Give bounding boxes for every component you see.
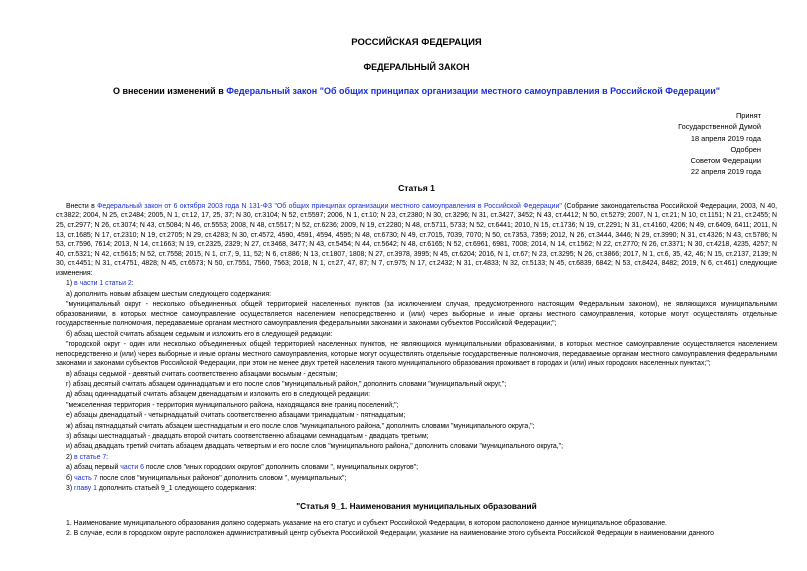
- item-1d: д) абзац одиннадцатый считать абзацем двенадцатым и изложить его в следующей редакции:: [66, 391, 370, 399]
- adoption-line-2: Государственной Думой: [678, 122, 761, 132]
- intro-post: (Собрание законодательства Российской Федерации, 2003, N 40, ст.3822; 2004, N 25, ст.2484; 2005, N 1, ст.12, 17, 25, 37; N 30, ст.3104; N 52, ст.5597; 2006, N 1, ст.10; N 23, ст.2380; N 30, ст.3296; N 31, ст.3427, 3452; N 43, ст.4412; N 50, ст.5279; 2007, N 1, ст.21; N 10, ст.1151; N 21, ст.2455; N 25, ст.2977; N 26, ст.3074; N 43, ст.5084; N 46, ст.5553; 2008, N 48, ст.5517; N 52, ст.6236; 2009, N 19, ст.2280; N 48, ст.5711, 5733; N 52, ст.6441; 2010, N 15, ст.1736; N 19, ст.2291; N 31, ст.4160, 4206; N 49, ст.6409, 6411; 2011, N 13, ст.1685; N 17, ст.2310; N 19, ст.2705; N 29, ст.4283; N 30, ст.4572, 4590, 4591, 4594, 4595; N 48, ст.6730; N 49, ст.7015, 7039, 7070; N 50, ст.7353, 7359; 2012, N 26, ст.3444, 3446; N 29, ст.3990; N 31, ст.4326; N 43, ст.5786; N 53, ст.7596, 7614; 2013, N 14, ст.1663; N 19, ст.2325, 2329; N 27, ст.3468, 3477; N 43, ст.5454; N 44, ст.5642; N 48, ст.6165; N 52, ст.6961, 6981, 7008; 2014, N 14, ст.1562; N 22, ст.2770; N 26, ст.3371; N 30, ст.4218, 4235, 4257; N 40, ст.5321; N 42, ст.5615; N 52, ст.7558; 2015, N 1, ст.7, 9, 11, 52; N 6, ст.886; N 13, ст.1807, 1808; N 27, ст.3978, 3995; N 45, ст.6204; 2016, N 1, ст.67; N 23, ст.3295; N 26, ст.3866; 2017, N 1, ст.6, 35, 42, 46; N 15, ст.2137, 2139; N 30, ст.4451; N 31, ст.4751, 4828; N 45, ст.6573; N 50, ст.7551, 7560, 7563; 2018, N 1, ст.27, 47, 87; N 7, ст.975; N 17, ст.2432; N 31, ст.4833; N 32, ст.5133; N 45, ст.6839, 6842; N 53, ст.8424, 8482; 2019, N 6, ст.461) следующие изменения:: [56, 202, 777, 277]
- adoption-line-1: Принят: [735, 111, 761, 120]
- item-2b-pre: б): [66, 474, 75, 482]
- item-3-link[interactable]: главу 1: [74, 484, 97, 492]
- item-1z: з) абзацы шестнадцатый - двадцать второй считать соответственно абзацами семнадцатым - двадцать третьим;: [66, 433, 429, 440]
- intro-paragraph: [56, 202, 777, 279]
- law-title: [56, 85, 777, 97]
- article-title: Статья 1: [398, 182, 435, 193]
- country-heading: РОССИЙСКАЯ ФЕДЕРАЦИЯ: [351, 37, 482, 48]
- item-3-post: дополнить статьей 9_1 следующего содержания:: [96, 484, 257, 492]
- adoption-line-5: Советом Федерации: [690, 156, 761, 166]
- item-3: [56, 484, 777, 494]
- sub-item-1: 1. Наименование муниципального образования должно содержать указание на его статус и субъект Российской Федерации, в котором расположено данное муниципальное образование.: [66, 520, 667, 528]
- item-2: [56, 453, 777, 463]
- adoption-line-4: Одобрен: [730, 144, 761, 154]
- item-1-post: :: [131, 280, 134, 288]
- intro-law-link[interactable]: Федеральный закон от 6 октября 2003 года N 131-ФЗ "Об общих принципах организации местного самоуправления в Российской Федерации": [97, 202, 562, 210]
- item-1: [56, 279, 777, 289]
- article-body: [56, 202, 777, 539]
- item-1d-text: "межселенная территория - территория муниципального района, находящаяся вне границ поселений;";: [66, 401, 399, 409]
- subarticle-title: "Статья 9_1. Наименования муниципальных образований: [296, 500, 537, 511]
- item-1v: в) абзацы седьмой - девятый считать соответственно абзацами восьмым - десятым;: [66, 370, 338, 378]
- item-1a: а) дополнить новым абзацем шестым следующего содержания:: [66, 290, 272, 298]
- item-1b: б) абзац шестой считать абзацем седьмым и изложить его в следующей редакции:: [66, 330, 333, 338]
- doc-type-heading: ФЕДЕРАЛЬНЫЙ ЗАКОН: [363, 62, 470, 72]
- adoption-line-6: 22 апреля 2019 года: [690, 167, 761, 177]
- item-3-pre: 3): [66, 484, 75, 492]
- item-2b: [56, 474, 777, 484]
- item-2a-pre: а) абзац первый: [66, 464, 121, 472]
- law-title-link[interactable]: Федеральный закон "Об общих принципах организации местного самоуправления в Российской Федерации": [226, 86, 721, 96]
- intro-pre: Внести в: [66, 202, 98, 210]
- adoption-line-3: 18 апреля 2019 года: [690, 133, 761, 143]
- adoption-block: [56, 110, 777, 178]
- item-2b-post: после слов "муниципальных районов" дополнить словом ", муниципальных";: [97, 474, 347, 482]
- item-1e: е) абзацы двенадцатый - четырнадцатый считать соответственно абзацами тринадцатым - пятнадцатым;: [66, 412, 406, 420]
- item-2-pre: 2): [66, 453, 75, 461]
- item-2a-link[interactable]: части 6: [120, 464, 144, 472]
- item-1g: г) абзац десятый считать абзацем одиннадцатым и его после слов "муниципальный район," дополнить словами "муниципальный округ,";: [66, 381, 507, 389]
- item-2a: [56, 463, 777, 473]
- item-1i: и) абзац двадцать третий считать абзацем двадцать четвертым и его после слов "муниципального района," дополнить словами "муниципального округа,";: [66, 443, 564, 451]
- sub-item-2: 2. В случае, если в городском округе расположен административный центр субъекта Российской Федерации, указание на наименование этого субъекта Российской Федерации в наименовании данного: [66, 529, 714, 537]
- law-title-prefix: О внесении изменений в: [112, 86, 227, 96]
- item-1-pre: 1): [66, 280, 75, 288]
- item-2b-link[interactable]: часть 7: [74, 474, 98, 482]
- item-2-post: :: [106, 453, 109, 461]
- item-1a-text: "муниципальный округ - несколько объединенных общей территорией населенных пунктов (за исключением случая, предусмотренного настоящим Федеральным законом), не являющихся муниципальными образованиями, в которых местное самоуправление осуществляется населением непосредственно и (или) через выборные и иные органы местного самоуправления, которые могут осуществлять отдельные государственные полномочия, передаваемые органам местного самоуправления федеральными законами и законами субъектов Российской Федерации;";: [56, 301, 777, 328]
- item-2a-post: после слов "иных городских округов" дополнить словами ", муниципальных округов";: [143, 464, 419, 472]
- item-1-link[interactable]: в части 1 статьи 2: [74, 280, 132, 288]
- item-1zh: ж) абзац пятнадцатый считать абзацем шестнадцатым и его после слов "муниципального района," дополнить словами "муниципального округа,";: [66, 422, 535, 430]
- item-1b-text: "городской округ - один или несколько объединенных общей территорией населенных пунктов, не являющихся муниципальными образованиями, в которых местное самоуправление осуществляется населением непосредственно и (или) через выборные и иные органы местного самоуправления, которые могут осуществлять отдельные государственные полномочия, передаваемые органам местного самоуправления федеральными законами и законами субъектов Российской Федерации, при этом не менее двух третей населения такого муниципального образования проживает в городах и (или) иных городских населенных пунктах;";: [56, 341, 777, 368]
- item-2-link[interactable]: в статье 7: [74, 453, 107, 461]
